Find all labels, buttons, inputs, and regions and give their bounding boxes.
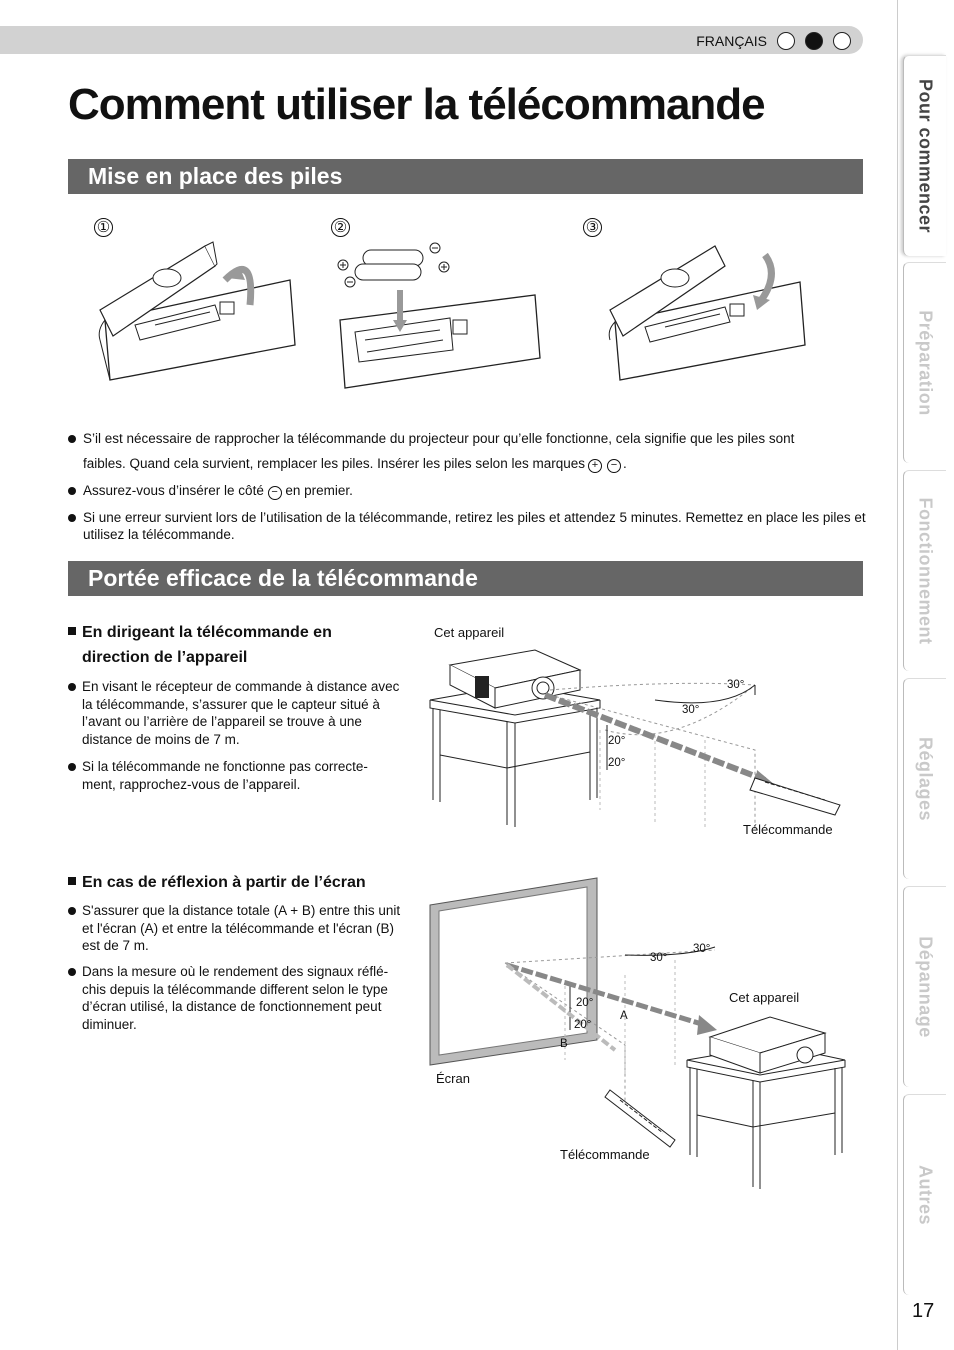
reflection-screen-label: Écran — [436, 1071, 470, 1086]
bullet-dot — [68, 683, 76, 691]
tab-reglages[interactable] — [903, 678, 946, 879]
section-heading-batteries — [68, 159, 863, 194]
direct-angle-20b: 20° — [608, 757, 626, 769]
bullet-text-line2 — [68, 455, 868, 473]
direct-remote-label: Télécommande — [743, 822, 833, 837]
language-label: FRANÇAIS — [696, 33, 767, 49]
reflection-distance-a-label: A — [620, 1010, 628, 1022]
language-dot-2-active — [805, 32, 823, 50]
minus-symbol-icon: − — [268, 486, 282, 500]
reflection-unit-label: Cet appareil — [729, 990, 800, 1005]
minus-symbol-icon: − — [607, 459, 621, 473]
bullet-text-line1: S’il est nécessaire de rapprocher la télécommande du projecteur pour qu’elle fonctionne, cela signifie que les piles sont — [83, 431, 795, 446]
subheading-direct — [68, 620, 408, 670]
bullet-insert-minus-first — [68, 482, 868, 500]
tab-label: Dépannage — [915, 936, 936, 1038]
bullet-text-start: Assurez-vous d’insérer le côté — [83, 483, 264, 498]
reflection-angle-20a: 20° — [576, 997, 594, 1009]
bullet-text-line2-end: . — [623, 456, 627, 471]
reflection-bullet-1 — [68, 902, 408, 955]
reflection-angle-30a: 30° — [693, 943, 711, 955]
bullet-text: Si une erreur survient lors de l’utilisation de la télécommande, retirez les piles et attendez 5 minutes. Remettez en place les piles et utilisez la télécommande. — [83, 510, 866, 542]
language-dot-3 — [833, 32, 851, 50]
section-heading-range — [68, 561, 863, 596]
direct-bullet-1 — [68, 678, 406, 748]
bullet-dot — [68, 907, 76, 915]
bullet-dot — [68, 763, 76, 771]
tab-fonctionnement[interactable] — [903, 470, 946, 671]
subheading-line2: direction de l’appareil — [82, 649, 248, 666]
subheading-line1: En dirigeant la télécommande en — [82, 624, 332, 641]
square-bullet-icon — [68, 877, 76, 885]
side-tabs — [897, 0, 954, 1350]
battery-step-1-illustration — [95, 240, 305, 380]
direct-angle-20a: 20° — [608, 735, 626, 747]
bullet-text: S'assurer que la distance totale (A + B) entre this unit et l'écran (A) et entre la télécommande et l'écran (B) est de 7 m. — [82, 903, 401, 953]
step-2-number: ② — [331, 218, 350, 237]
battery-step-2-illustration — [335, 240, 547, 390]
tab-label: Préparation — [915, 310, 936, 416]
direct-unit-label: Cet appareil — [434, 625, 505, 640]
language-bar — [0, 26, 863, 54]
tab-depannage[interactable] — [903, 886, 946, 1087]
section-heading-text: Mise en place des piles — [88, 163, 343, 189]
tab-label: Fonctionnement — [915, 497, 936, 645]
bullet-text-end: en premier. — [285, 483, 353, 498]
reflection-bullet-2 — [68, 963, 412, 1033]
tab-preparation[interactable] — [903, 262, 946, 463]
bullet-text: Si la télécommande ne fonctionne pas correcte-ment, rapprochez-vous de l’appareil. — [82, 759, 368, 792]
reflection-angle-30b: 30° — [650, 952, 668, 964]
page-number: 17 — [912, 1300, 935, 1322]
bullet-weak-batteries — [68, 430, 868, 473]
direct-angle-30a: 30° — [727, 679, 745, 691]
reflection-distance-b-label: B — [560, 1038, 568, 1050]
tab-label: Autres — [915, 1164, 936, 1226]
step-3-number: ③ — [583, 218, 602, 237]
side-divider — [897, 0, 898, 1350]
language-dot-1 — [777, 32, 795, 50]
direct-angle-30b: 30° — [682, 704, 700, 716]
bullet-dot — [68, 514, 76, 522]
subheading-reflection — [68, 870, 428, 895]
tab-label: Réglages — [915, 736, 936, 822]
bullet-error-reset — [68, 509, 873, 543]
bullet-dot — [68, 968, 76, 976]
battery-step-3-illustration — [605, 240, 810, 382]
section-heading-text: Portée efficace de la télécommande — [88, 565, 478, 591]
bullet-text-line2-main: faibles. Quand cela survient, remplacer les piles. Insérer les piles selon les marques — [83, 456, 585, 471]
plus-symbol-icon: + — [588, 459, 602, 473]
bullet-text: Dans la mesure où le rendement des signaux réflé-chis depuis la télécommande different selon le type d’écran utilisé, la distance de fonctionnement peut diminuer. — [82, 964, 389, 1032]
bullet-text: En visant le récepteur de commande à distance avec la télécommande, s’assurer que le capteur situé à l’avant ou l’arrière de l’appareil se trouve à une distance de moins de 7 m. — [82, 679, 400, 747]
square-bullet-icon — [68, 627, 76, 635]
tab-autres[interactable] — [903, 1094, 946, 1295]
direct-range-diagram — [425, 640, 855, 835]
direct-bullet-2 — [68, 758, 398, 793]
page-title: Comment utiliser la télécommande — [68, 80, 765, 129]
bullet-dot — [68, 487, 76, 495]
reflection-angle-20b: 20° — [574, 1019, 592, 1031]
reflection-remote-label: Télécommande — [560, 1147, 650, 1162]
step-1-number: ① — [94, 218, 113, 237]
bullet-dot — [68, 435, 76, 443]
subheading-text: En cas de réflexion à partir de l’écran — [82, 874, 366, 891]
tab-pour-commencer[interactable] — [903, 55, 946, 256]
tab-label: Pour commencer — [915, 78, 936, 234]
